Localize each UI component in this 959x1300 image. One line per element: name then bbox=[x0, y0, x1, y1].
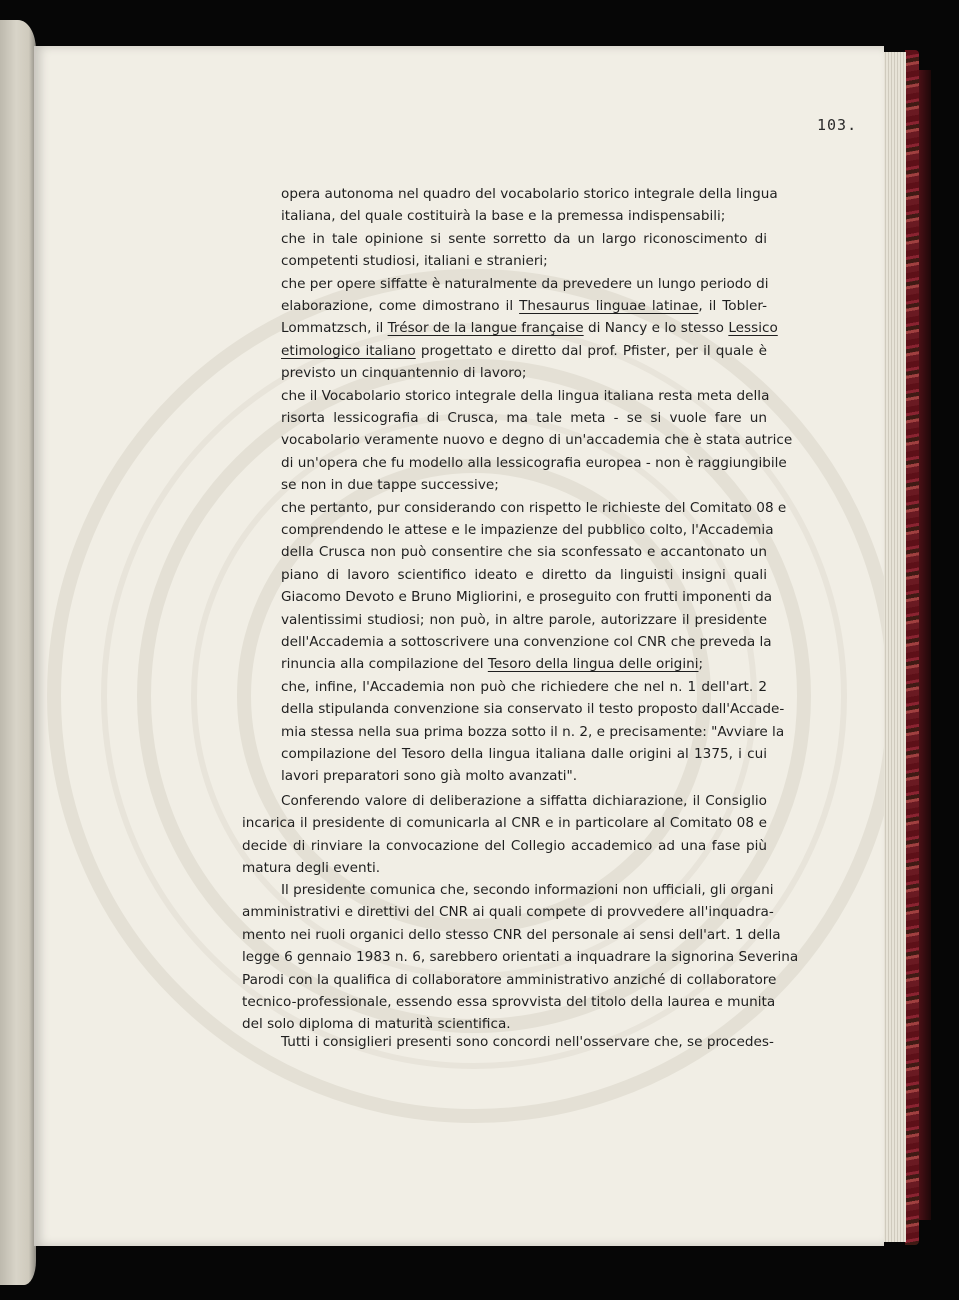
text-run: compilazione del Tesoro della lingua italiana dalle origini al 1375, i cui bbox=[281, 746, 767, 762]
text-line bbox=[242, 993, 776, 1011]
text-run: lavori preparatori sono già molto avanzati". bbox=[281, 768, 578, 785]
text-run: Giacomo Devoto e Bruno Migliorini, e proseguito con frutti imponenti da bbox=[281, 589, 773, 606]
text-line bbox=[281, 881, 774, 899]
text-run: amministrativi e direttivi del CNR ai quali compete di provvedere all'inquadra- bbox=[242, 904, 774, 921]
text-line bbox=[242, 859, 767, 877]
underlined-title: Lessico bbox=[728, 320, 778, 337]
text-line bbox=[281, 566, 767, 584]
text-line bbox=[281, 431, 793, 449]
text-run: di Nancy e lo stesso bbox=[583, 320, 729, 337]
text-run: del solo diploma di maturità scientifica. bbox=[242, 1016, 511, 1033]
text-run: che per opere siffatte è naturalmente da prevedere un lungo periodo di bbox=[281, 275, 769, 292]
marbled-book-edge bbox=[905, 50, 919, 1245]
text-line bbox=[281, 275, 767, 293]
text-line bbox=[281, 633, 772, 651]
text-run: valentissimi studiosi; non può, in altre parole, autorizzare il presidente bbox=[281, 611, 767, 628]
text-run: , il Tobler- bbox=[698, 298, 767, 314]
text-line bbox=[242, 903, 774, 921]
text-run: Tutti i consiglieri presenti sono concordi nell'osservare che, se procedes- bbox=[281, 1034, 774, 1050]
text-run: se non in due tappe successive; bbox=[281, 477, 499, 494]
document-page bbox=[34, 46, 884, 1246]
text-line bbox=[281, 297, 767, 315]
text-line bbox=[281, 364, 767, 382]
text-line bbox=[281, 342, 767, 360]
text-run: rinuncia alla compilazione del bbox=[281, 656, 488, 673]
text-run: mia stessa nella sua prima bozza sotto il n. 2, e precisamente: "Avviare la bbox=[281, 723, 785, 740]
text-run: legge 6 gennaio 1983 n. 6, sarebbero orientati a inquadrare la signorina Severina bbox=[242, 949, 799, 966]
text-run: italiana, del quale costituirà la base e la premessa indispensabili; bbox=[281, 208, 726, 225]
text-run: piano di lavoro scientifico ideato e diretto da linguisti insigni quali bbox=[281, 566, 767, 583]
text-line bbox=[242, 926, 781, 944]
text-run: che pertanto, pur considerando con rispetto le richieste del Comitato 08 e bbox=[281, 499, 787, 516]
text-line bbox=[281, 230, 767, 248]
text-run: comprendendo le attese e le impazienze del pubblico colto, l'Accademia bbox=[281, 522, 774, 538]
underlined-title: Thesaurus linguae latinae bbox=[519, 298, 699, 314]
text-line bbox=[281, 454, 787, 472]
text-line bbox=[242, 837, 767, 855]
text-run: tecnico-professionale, essendo essa sprovvista del titolo della laurea e munita bbox=[242, 994, 776, 1010]
text-line bbox=[281, 678, 767, 696]
text-line bbox=[281, 207, 767, 225]
text-run: della Crusca non può consentire che sia sconfessato e accantonato un bbox=[281, 544, 767, 561]
text-line bbox=[281, 745, 767, 763]
text-line bbox=[242, 814, 767, 832]
text-run: previsto un cinquantennio di lavoro; bbox=[281, 365, 527, 382]
text-line bbox=[281, 655, 767, 673]
text-line bbox=[281, 723, 785, 741]
text-line bbox=[281, 409, 767, 427]
text-line bbox=[281, 499, 787, 517]
text-run: elaborazione, come dimostrano il bbox=[281, 298, 520, 314]
text-run: della stipulanda convenzione sia conservato il testo proposto dall'Accade- bbox=[281, 701, 785, 718]
text-run: matura degli eventi. bbox=[242, 860, 381, 877]
text-line bbox=[242, 1015, 767, 1033]
text-run: competenti studiosi, italiani e stranieri; bbox=[281, 253, 548, 270]
text-line bbox=[242, 948, 799, 966]
text-line bbox=[242, 971, 777, 989]
text-line bbox=[281, 543, 767, 561]
text-run: vocabolario veramente nuovo e degno di un'accademia che è stata autrice bbox=[281, 432, 793, 449]
text-run: decide di rinviare la convocazione del Collegio accademico ad una fase più bbox=[242, 837, 767, 854]
text-line bbox=[281, 700, 785, 718]
text-run: che in tale opinione si sente sorretto da un largo riconoscimento di bbox=[281, 230, 767, 247]
previous-page-edge bbox=[0, 20, 36, 1285]
text-line bbox=[281, 792, 767, 810]
text-line bbox=[281, 1033, 774, 1051]
underlined-title: Tesoro della lingua delle origini bbox=[487, 656, 699, 673]
text-line bbox=[281, 185, 778, 203]
text-run: incarica il presidente di comunicarla al CNR e in particolare al Comitato 08 e bbox=[242, 815, 767, 832]
text-run: mento nei ruoli organici dello stesso CNR del personale ai sensi dell'art. 1 della bbox=[242, 926, 781, 943]
underlined-title: etimologico italiano bbox=[281, 342, 416, 359]
text-line bbox=[281, 588, 773, 606]
text-line bbox=[281, 767, 767, 785]
text-line bbox=[281, 521, 774, 539]
text-run: che, infine, l'Accademia non può che richiedere che nel n. 1 dell'art. 2 bbox=[281, 678, 767, 695]
text-run: risorta lessicografia di Crusca, ma tale meta - se si vuole fare un bbox=[281, 410, 767, 426]
text-run: che il Vocabolario storico integrale della lingua italiana resta meta della bbox=[281, 387, 770, 404]
text-run: Il presidente comunica che, secondo informazioni non ufficiali, gli organi bbox=[281, 882, 774, 898]
text-run: Parodi con la qualifica di collaboratore amministrativo anziché di collaboratore bbox=[242, 971, 777, 988]
text-run: progettato e diretto dal prof. Pfister, per il quale è bbox=[415, 342, 767, 359]
text-run: dell'Accademia a sottoscrivere una convenzione col CNR che preveda la bbox=[281, 634, 772, 650]
text-run: di un'opera che fu modello alla lessicografia europea - non è raggiungibile bbox=[281, 454, 787, 471]
text-line bbox=[281, 387, 770, 405]
book-cover-edge bbox=[919, 70, 931, 1220]
text-line bbox=[281, 319, 778, 337]
text-run: Conferendo valore di deliberazione a siffatta dichiarazione, il Consiglio bbox=[281, 793, 767, 809]
text-line bbox=[281, 611, 767, 629]
text-line bbox=[281, 252, 767, 270]
text-run: opera autonoma nel quadro del vocabolario storico integrale della lingua bbox=[281, 186, 778, 202]
text-run: ; bbox=[698, 656, 704, 673]
text-run: Lommatzsch, il bbox=[281, 320, 388, 337]
text-line bbox=[281, 476, 767, 494]
page-number: 103. bbox=[817, 116, 858, 134]
underlined-title: Trésor de la langue française bbox=[387, 320, 584, 337]
